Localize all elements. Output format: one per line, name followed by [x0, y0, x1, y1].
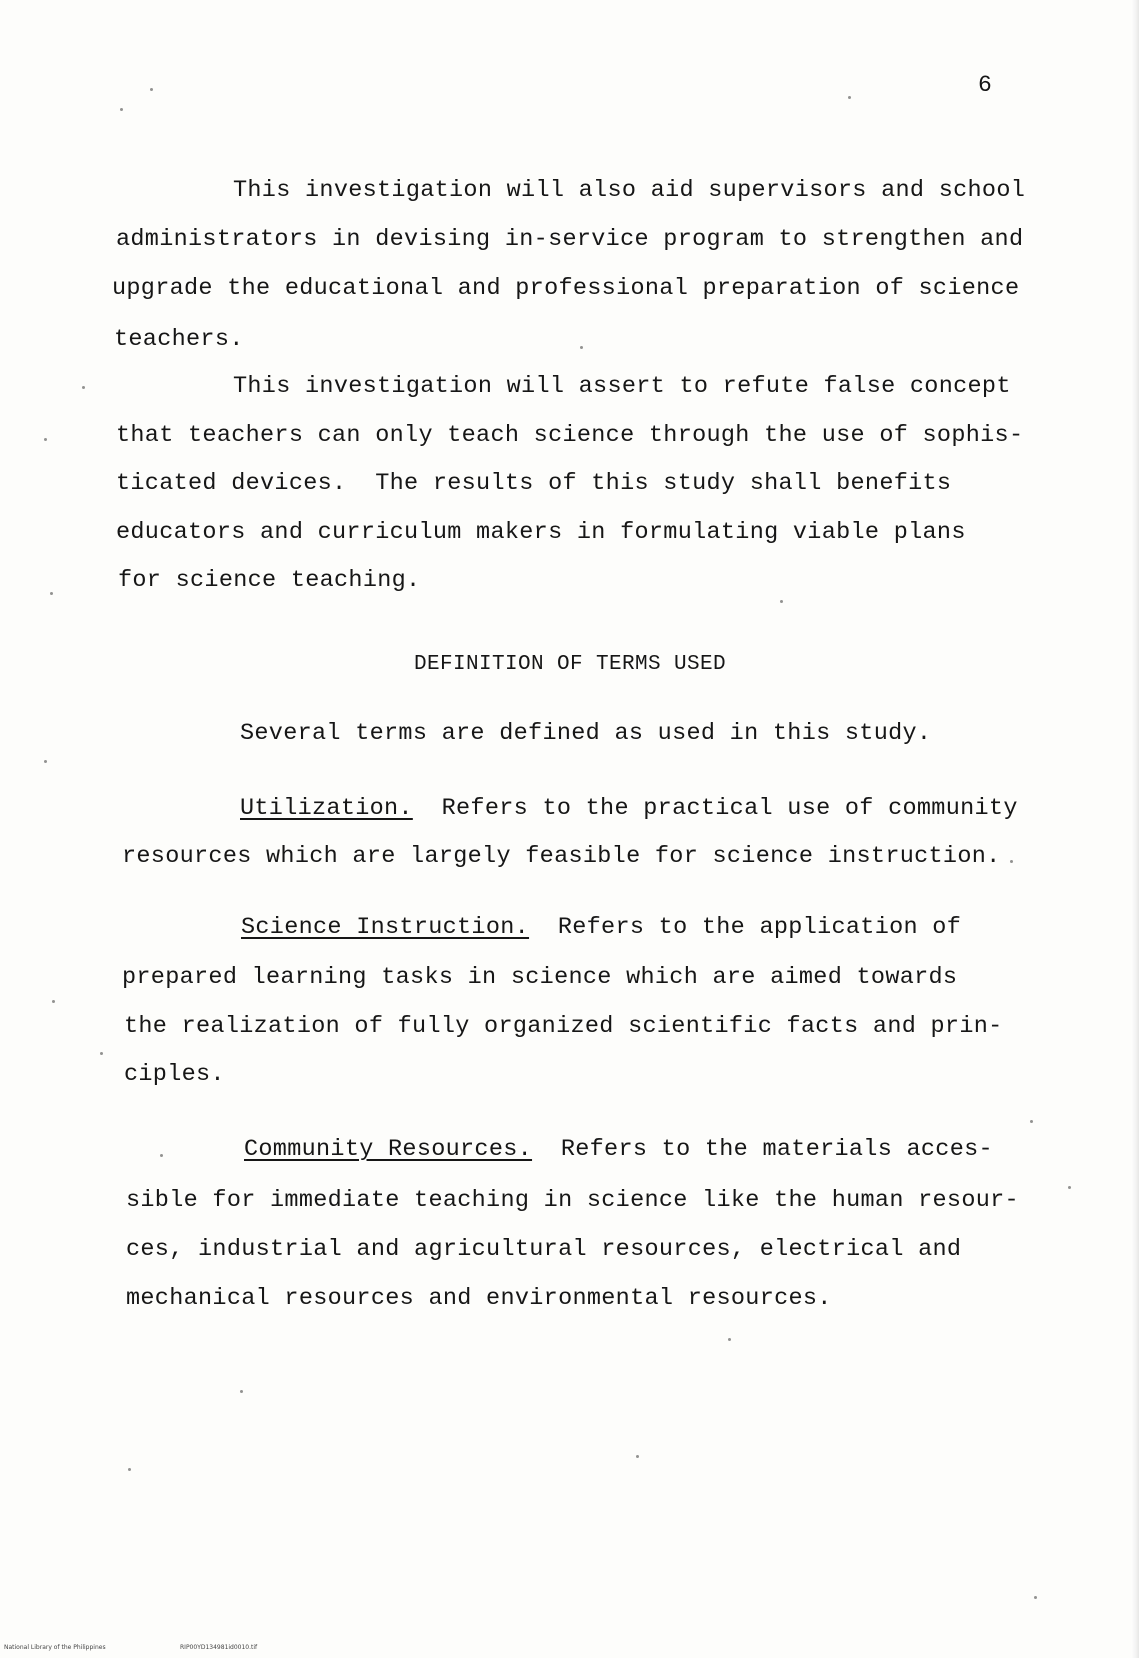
scan-speckle [780, 600, 783, 603]
definition-text: Refers to the materials acces- [532, 1136, 993, 1163]
definition-line: the realization of fully organized scientific facts and prin- [124, 1013, 1003, 1040]
scan-speckle [728, 1338, 731, 1341]
definition-text: Refers to the application of [529, 914, 962, 941]
footer-library-credit: National Library of the Philippines [4, 1644, 106, 1651]
scan-speckle [1034, 1596, 1037, 1599]
scan-speckle [160, 1154, 163, 1157]
scan-speckle [636, 1455, 639, 1458]
scan-speckle [120, 108, 123, 111]
scan-speckle [1010, 860, 1013, 863]
definition-line: resources which are largely feasible for science instruction. [122, 843, 1001, 870]
definition-line: ciples. [124, 1061, 225, 1088]
scan-speckle [240, 1390, 243, 1393]
definition-line: sible for immediate teaching in science like the human resour- [126, 1187, 1019, 1214]
paragraph-line: teachers. [114, 326, 244, 353]
scan-speckle [1030, 1120, 1033, 1123]
paragraph-line: ticated devices. The results of this study shall benefits [116, 470, 952, 497]
definition-line: mechanical resources and environmental resources. [126, 1285, 832, 1312]
scan-speckle [44, 438, 47, 441]
scan-edge-shadow [1131, 0, 1139, 1658]
scan-speckle [1068, 1186, 1071, 1189]
definition-first-line [240, 794, 1018, 824]
paragraph-line: upgrade the educational and professional preparation of science [112, 275, 1020, 302]
defined-term: Utilization. [240, 795, 413, 822]
page-number: 6 [978, 72, 992, 98]
scan-speckle [50, 592, 53, 595]
definition-line: prepared learning tasks in science which are aimed towards [122, 964, 958, 991]
definitions-intro: Several terms are defined as used in this study. [240, 720, 932, 747]
definition-first-line [241, 913, 961, 943]
scan-speckle [128, 1468, 131, 1471]
paragraph-line: for science teaching. [118, 567, 421, 594]
defined-term: Science Instruction. [241, 914, 530, 941]
scan-speckle [848, 96, 851, 99]
paragraph-line: This investigation will assert to refute false concept [233, 373, 1011, 400]
defined-term: Community Resources. [244, 1136, 533, 1163]
paragraph-line: administrators in devising in-service program to strengthen and [116, 226, 1024, 253]
paragraph-line: educators and curriculum makers in formulating viable plans [116, 519, 966, 546]
section-heading: DEFINITION OF TERMS USED [414, 653, 727, 676]
scan-speckle [100, 1052, 103, 1055]
footer-file-id: RIP00YD134981id0010.tif [180, 1644, 258, 1651]
scan-speckle [44, 760, 47, 763]
paragraph-line: This investigation will also aid supervisors and school [233, 177, 1026, 204]
scan-speckle [150, 88, 153, 91]
scan-speckle [580, 346, 583, 349]
definition-line: ces, industrial and agricultural resources, electrical and [126, 1236, 962, 1263]
scan-speckle [82, 386, 85, 389]
scan-speckle [52, 1000, 55, 1003]
definition-text: Refers to the practical use of community [412, 795, 1018, 822]
paragraph-line: that teachers can only teach science through the use of sophis- [116, 422, 1024, 449]
definition-first-line [244, 1135, 993, 1165]
